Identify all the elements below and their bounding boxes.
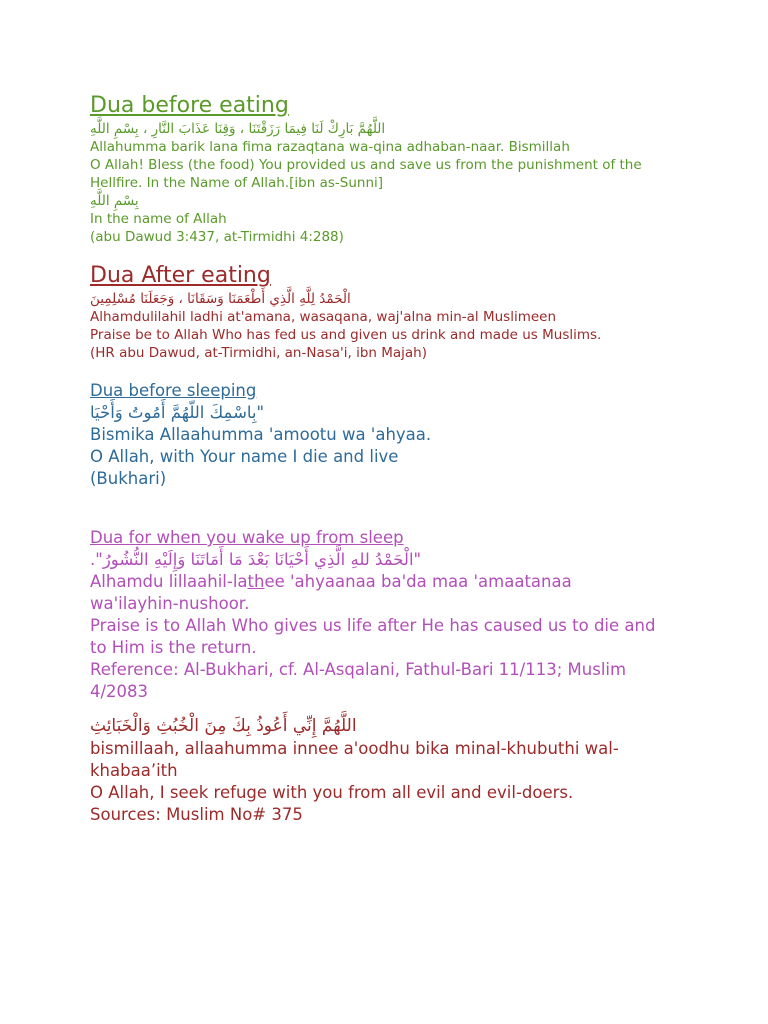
transliteration-underlined-part: th	[247, 572, 265, 591]
transliteration-text: Bismika Allaahumma 'amootu wa 'ahyaa.	[90, 425, 432, 444]
section-dua-after-eating	[90, 262, 690, 362]
translation-text: Praise be to Allah Who has fed us and given us drink and made us Muslims.	[90, 327, 602, 343]
transliteration-text: khabaa’ith	[90, 761, 178, 780]
section-dua-wake-up	[90, 527, 690, 703]
transliteration-text: bismillaah, allaahumma innee a'oodhu bika minal-khubuthi wal-	[90, 739, 619, 758]
heading-dua-before-sleeping[interactable]: Dua before sleeping	[90, 381, 257, 400]
arabic-text: الْحَمْدُ لِلَّهِ الَّذِي أَطْعَمَنَا وَسَقَانَا ، وَجَعَلَنَا مُسْلِمِينَ	[90, 291, 351, 307]
transliteration-part: ee 'ahyaanaa ba'da maa 'amaatanaa	[264, 572, 572, 591]
transliteration-text: Allahumma barik lana fima razaqtana wa-qina adhaban-naar. Bismillah	[90, 139, 570, 155]
transliteration-text: wa'ilayhin-nushoor.	[90, 594, 250, 613]
reference-text: Reference: Al-Bukhari, cf. Al-Asqalani, Fathul-Bari 11/113; Muslim	[90, 660, 627, 679]
arabic-text: "الْحَمْدُ للهِ الَّذِي أَحْيَانَا بَعْدَ مَا أَمَاتَنَا وَإِلَيْهِ النُّشُورُ".	[90, 550, 422, 569]
translation-text: In the name of Allah	[90, 211, 227, 227]
transliteration-part: Alhamdu lillaahil-la	[90, 572, 248, 591]
transliteration-text: Alhamdulilahil ladhi at'amana, wasaqana, waj'alna min-al Muslimeen	[90, 309, 557, 325]
section-dua-before-sleeping	[90, 380, 690, 490]
heading-dua-before-eating[interactable]: Dua before eating	[90, 93, 289, 118]
arabic-text: اللَّهُمَّ إِنِّي أَعُوذُ بِكَ مِنَ الْخُبُثِ وَالْخَبَائِثِ	[90, 716, 357, 736]
translation-text: Hellfire. In the Name of Allah.[ibn as-Sunni]	[90, 175, 384, 191]
arabic-text: اللَّهُمَّ بَارِكْ لَنَا فِيمَا رَزَقْتَنَا ، وَقِنَا عَذَابَ النَّارِ ، بِسْمِ اللَّهِ	[90, 121, 386, 137]
reference-text: 4/2083	[90, 682, 149, 701]
transliteration-text	[90, 571, 690, 593]
reference-text: (Bukhari)	[90, 469, 167, 488]
translation-text: O Allah, I seek refuge with you from all evil and evil-doers.	[90, 783, 574, 802]
translation-text: O Allah! Bless (the food) You provided us and save us from the punishment of the	[90, 157, 642, 173]
document-page	[90, 92, 690, 826]
reference-text: Sources: Muslim No# 375	[90, 805, 303, 824]
section-dua-seek-refuge	[90, 715, 690, 826]
heading-dua-after-eating[interactable]: Dua After eating	[90, 263, 271, 288]
reference-text: (HR abu Dawud, at-Tirmidhi, an-Nasa'i, ibn Majah)	[90, 345, 428, 361]
translation-text: O Allah, with Your name I die and live	[90, 447, 399, 466]
arabic-text: بِسْمِ اللَّهِ	[90, 193, 139, 209]
heading-dua-wake-up[interactable]: Dua for when you wake up from sleep	[90, 528, 404, 547]
reference-text: (abu Dawud 3:437, at-Tirmidhi 4:288)	[90, 229, 344, 245]
section-dua-before-eating	[90, 92, 690, 246]
translation-text: to Him is the return.	[90, 638, 257, 657]
arabic-text: "بِاسْمِكَ اللّهُمَّ أَمُوتُ وَأَحْيَا	[90, 403, 265, 422]
translation-text: Praise is to Allah Who gives us life after He has caused us to die and	[90, 616, 656, 635]
